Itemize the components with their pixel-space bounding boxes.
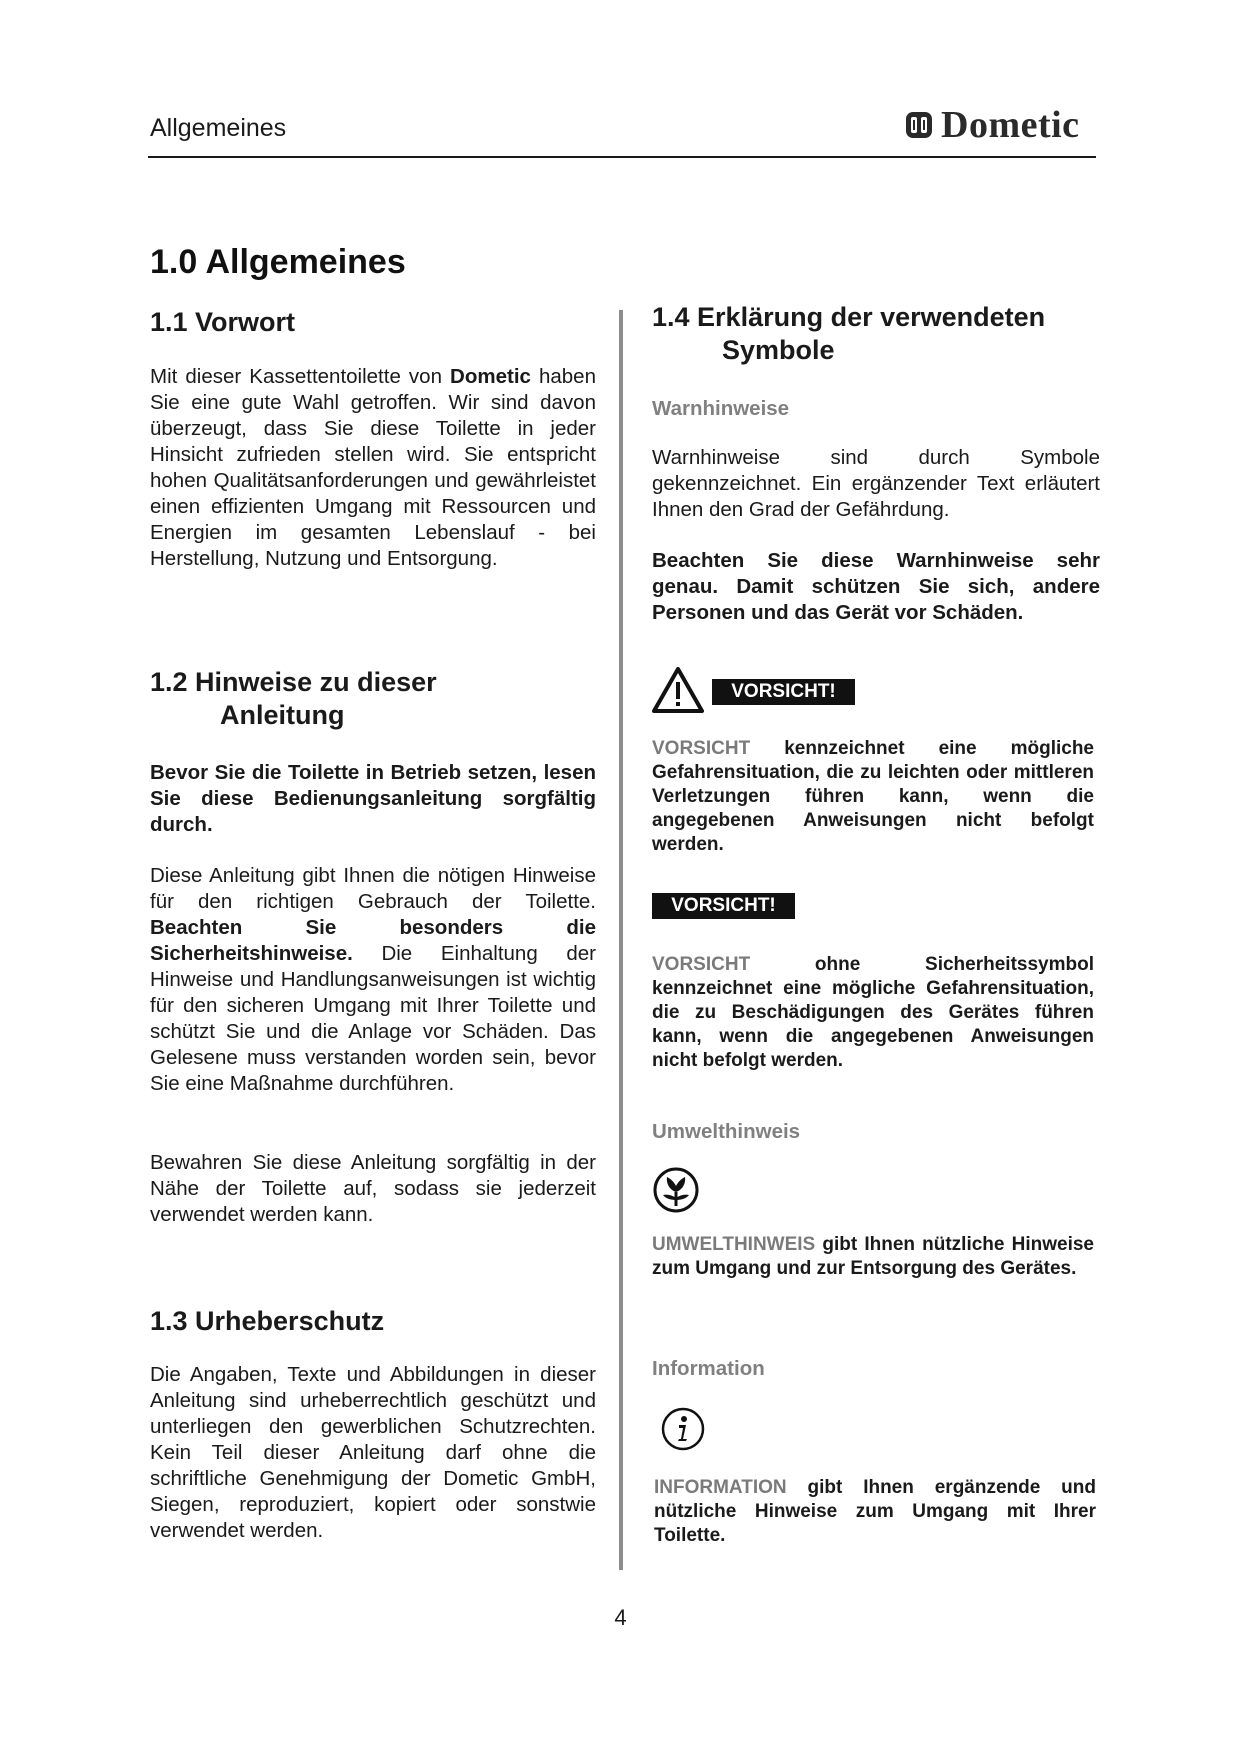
- vorsicht-keyword: VORSICHT: [652, 738, 751, 759]
- heading-symbole: [652, 301, 1045, 367]
- label-warnhinweise: Warnhinweise: [652, 397, 790, 420]
- hinweise-paragraph-2: [150, 863, 596, 1097]
- hinweise-p2-body: Die Einhaltung der Hinweise und Handlungsanweisungen ist wichtig für den sicheren Umgang mit Ihrer Toilette und schützt Sie und die Anlage vor Schäden. Das Gelesene muss verstanden worden sein, bevor Sie eine Maßnahme durchführen.: [150, 942, 596, 1095]
- brand-name: Dometic: [941, 104, 1080, 146]
- vorsicht-description-2: ohne Sicherheitssymbol kennzeichnet eine mögliche Gefahrensituation, die zu Beschädigungen des Gerätes führen kann, wenn die angegebenen Anweisungen nicht befolgt werden.: [652, 954, 1094, 1071]
- header-divider: [148, 156, 1096, 158]
- vorwort-brand-bold: Dometic: [450, 365, 531, 388]
- umwelthinweis-text: [652, 1233, 1094, 1281]
- hinweise-paragraph-3: Bewahren Sie diese Anleitung sorgfältig in der Nähe der Toilette auf, sodass sie jederzeit verwendet werden kann.: [150, 1151, 596, 1226]
- vorsicht-description: kennzeichnet eine mögliche Gefahrensituation, die zu leichten oder mittleren Verletzungen führen kann, wenn die angegebenen Anweisungen nicht befolgt werden.: [652, 738, 1094, 855]
- header-section-title: Allgemeines: [150, 114, 287, 142]
- heading-hinweise-line1: 1.2 Hinweise zu dieser: [150, 667, 437, 697]
- hinweise-p2-intro: Diese Anleitung gibt Ihnen die nötigen Hinweise für den richtigen Gebrauch der Toilette.: [150, 864, 596, 913]
- warning-triangle-icon: [652, 666, 704, 714]
- vorsicht-without-symbol-text: [652, 953, 1094, 1073]
- information-icon: [660, 1406, 706, 1452]
- warnhinweise-bold-text: Beachten Sie diese Warnhinweise sehr genau. Damit schützen Sie sich, andere Personen und das Gerät vor Schäden.: [652, 549, 1100, 624]
- heading-vorwort: 1.1 Vorwort: [150, 307, 296, 337]
- hinweise-p2-bold: Beachten Sie besonders die Sicherheitshinweise.: [150, 916, 596, 965]
- umwelthinweis-keyword: UMWELTHINWEIS: [652, 1234, 816, 1255]
- urheberschutz-text: Die Angaben, Texte und Abbildungen in dieser Anleitung sind urheberrechtlich geschützt und unterliegen den gewerblichen Schutzrechten. Kein Teil dieser Anleitung darf ohne die schriftliche Genehmigung der Dometic GmbH, Siegen, reproduziert, kopiert oder sonstwie verwendet werden.: [150, 1363, 596, 1542]
- vorwort-text-body: haben Sie eine gute Wahl getroffen. Wir sind davon überzeugt, dass Sie diese Toilette in jeder Hinsicht zufrieden stellen wird. Sie entspricht hohen Qualitätsanforderungen und gewährleistet einen effizienten Umgang mit Ressourcen und Energien im gesamten Lebenslauf - bei Herstellung, Nutzung und Entsorgung.: [150, 365, 596, 570]
- dometic-logo-icon: [905, 111, 933, 139]
- heading-urheberschutz: 1.3 Urheberschutz: [150, 1306, 385, 1336]
- heading-hinweise: [150, 666, 437, 732]
- dometic-logo: [905, 103, 1080, 147]
- information-text: [654, 1476, 1096, 1548]
- heading-hinweise-line2: Anleitung: [220, 700, 345, 730]
- warnhinweise-text: Warnhinweise sind durch Symbole gekennzeichnet. Ein ergänzender Text erläutert Ihnen den Grad der Gefährdung.: [652, 446, 1100, 521]
- page-title: 1.0 Allgemeines: [150, 243, 406, 281]
- vorsicht-with-symbol-text: [652, 737, 1094, 857]
- vorwort-text: [150, 364, 596, 572]
- heading-symbole-line2: Symbole: [722, 335, 835, 365]
- vorwort-text-intro: Mit dieser Kassettentoilette von: [150, 365, 451, 388]
- vorsicht-keyword-2: VORSICHT: [652, 954, 751, 975]
- column-divider: [619, 310, 623, 1570]
- hinweise-bold-paragraph: Bevor Sie die Toilette in Betrieb setzen, lesen Sie diese Bedienungsanleitung sorgfältig durch.: [150, 761, 596, 836]
- vorsicht-badge-without-symbol: VORSICHT!: [652, 893, 795, 919]
- label-information: Information: [652, 1357, 765, 1380]
- page-number: 4: [614, 1605, 627, 1630]
- information-description: gibt Ihnen ergänzende und nützliche Hinweise zum Umgang mit Ihrer Toilette.: [654, 1477, 1096, 1546]
- information-keyword: INFORMATION: [654, 1477, 787, 1498]
- label-umwelthinweis: Umwelthinweis: [652, 1120, 801, 1143]
- umwelthinweis-description: gibt Ihnen nützliche Hinweise zum Umgang und zur Entsorgung des Gerätes.: [652, 1234, 1094, 1279]
- vorsicht-badge-with-symbol: VORSICHT!: [712, 679, 855, 705]
- heading-symbole-line1: 1.4 Erklärung der verwendeten: [652, 302, 1046, 332]
- environment-icon: [652, 1166, 700, 1214]
